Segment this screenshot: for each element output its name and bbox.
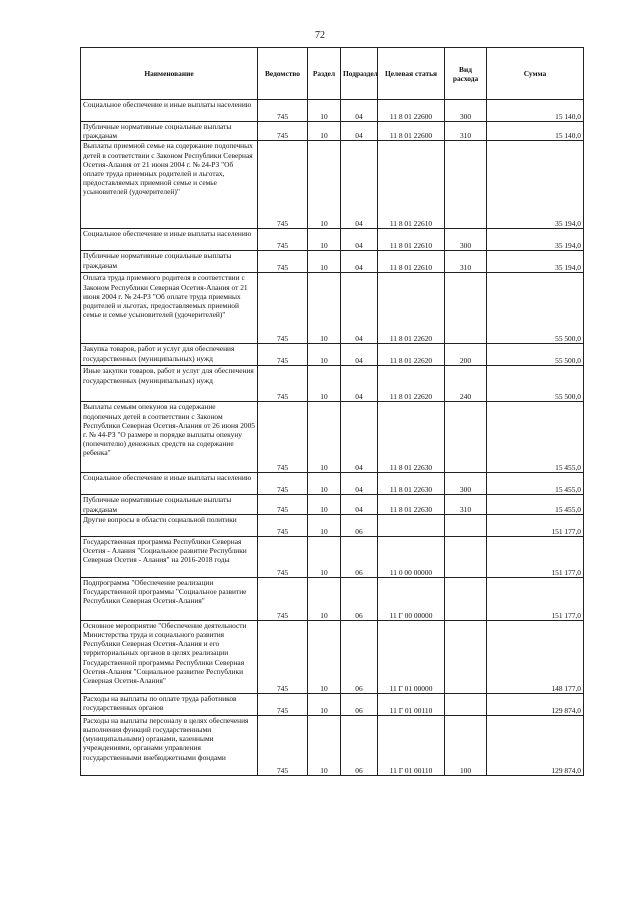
row-section: 10 <box>308 693 341 715</box>
row-exp-type <box>445 536 487 577</box>
row-target: 11 8 01 22600 <box>378 122 445 141</box>
table-row <box>81 229 584 251</box>
row-subsection: 06 <box>341 514 378 536</box>
row-subsection: 06 <box>341 620 378 693</box>
row-subsection: 04 <box>341 251 378 273</box>
row-subsection: 04 <box>341 273 378 344</box>
row-name: Публичные нормативные социальные выплаты гражданам <box>81 251 258 273</box>
row-subsection: 04 <box>341 495 378 514</box>
row-target: 11 8 01 22600 <box>378 100 445 122</box>
row-dept: 745 <box>258 473 308 495</box>
row-sum: 148 177,0 <box>487 620 584 693</box>
row-sum: 151 177,0 <box>487 514 584 536</box>
row-sum: 55 500,0 <box>487 273 584 344</box>
row-dept: 745 <box>258 344 308 366</box>
row-name: Другие вопросы в области социальной политики <box>81 514 258 536</box>
row-dept: 745 <box>258 122 308 141</box>
header-name: Наименование <box>81 48 258 100</box>
row-sum: 35 194,0 <box>487 251 584 273</box>
table-row <box>81 620 584 693</box>
row-subsection: 04 <box>341 122 378 141</box>
table-row <box>81 100 584 122</box>
header-dept: Ведомство <box>258 48 308 100</box>
row-dept: 745 <box>258 366 308 402</box>
row-subsection: 06 <box>341 536 378 577</box>
row-subsection: 06 <box>341 577 378 620</box>
row-exp-type: 100 <box>445 715 487 775</box>
row-subsection: 04 <box>341 141 378 229</box>
row-target: 11 Г 01 00110 <box>378 693 445 715</box>
row-name: Выплаты семьям опекунов на содержание подопечных детей в соответствии с Законом Республики Северная Осетия-Алания от 26 июня 2005 г. № 44-РЗ "О размере и порядке выплаты опекуну (попечителю) денежных средств на содержание ребенка" <box>81 402 258 473</box>
row-exp-type: 310 <box>445 495 487 514</box>
row-subsection: 04 <box>341 229 378 251</box>
row-exp-type: 300 <box>445 100 487 122</box>
row-dept: 745 <box>258 273 308 344</box>
row-exp-type: 300 <box>445 473 487 495</box>
row-section: 10 <box>308 122 341 141</box>
row-sum: 15 455,0 <box>487 473 584 495</box>
table-row <box>81 514 584 536</box>
table-row <box>81 122 584 141</box>
row-target: 11 8 01 22630 <box>378 402 445 473</box>
row-name: Государственная программа Республики Северная Осетия - Алания "Социальное развитие Республики Северная Осетия - Алания" на 2016-2018 годы <box>81 536 258 577</box>
row-dept: 745 <box>258 715 308 775</box>
row-name: Оплата труда приемного родителя в соответствии с Законом Республики Северная Осетия-Алания от 21 июня 2004 г. № 24-РЗ "Об оплате труда приемных родителей и льготах, предоставляемых приемной семье и семье усыновителей (удочерителей)" <box>81 273 258 344</box>
row-exp-type <box>445 577 487 620</box>
row-target: 11 Г 01 00110 <box>378 715 445 775</box>
header-sum: Сумма <box>487 48 584 100</box>
row-section: 10 <box>308 536 341 577</box>
row-exp-type: 240 <box>445 366 487 402</box>
row-exp-type <box>445 141 487 229</box>
row-sum: 35 194,0 <box>487 229 584 251</box>
row-name: Расходы на выплаты по оплате труда работников государственных органов <box>81 693 258 715</box>
row-subsection: 06 <box>341 693 378 715</box>
row-target: 11 Г 01 00000 <box>378 620 445 693</box>
table-row <box>81 344 584 366</box>
table-row <box>81 402 584 473</box>
row-name: Иные закупки товаров, работ и услуг для обеспечения государственных (муниципальных) нужд <box>81 366 258 402</box>
row-name: Социальное обеспечение и иные выплаты населению <box>81 473 258 495</box>
row-section: 10 <box>308 251 341 273</box>
row-subsection: 04 <box>341 344 378 366</box>
table-row <box>81 495 584 514</box>
row-sum: 129 874,0 <box>487 715 584 775</box>
table-row <box>81 536 584 577</box>
row-dept: 745 <box>258 100 308 122</box>
row-dept: 745 <box>258 229 308 251</box>
table-row <box>81 141 584 229</box>
row-dept: 745 <box>258 251 308 273</box>
page-number: 72 <box>315 30 325 41</box>
header-subsection: Подраздел <box>341 48 378 100</box>
row-target: 11 0 00 00000 <box>378 536 445 577</box>
row-exp-type <box>445 273 487 344</box>
row-name: Публичные нормативные социальные выплаты гражданам <box>81 122 258 141</box>
row-name: Социальное обеспечение и иные выплаты населению <box>81 100 258 122</box>
row-section: 10 <box>308 100 341 122</box>
row-dept: 745 <box>258 141 308 229</box>
row-target: 11 8 01 22610 <box>378 251 445 273</box>
row-sum: 151 177,0 <box>487 536 584 577</box>
row-target: 11 8 01 22630 <box>378 495 445 514</box>
row-name: Подпрограмма "Обеспечение реализации Государственной программы "Социальное развитие Республики Северная Осетия-Алания" <box>81 577 258 620</box>
row-section: 10 <box>308 495 341 514</box>
row-target: 11 8 01 22620 <box>378 273 445 344</box>
row-name: Закупка товаров, работ и услуг для обеспечения государственных (муниципальных) нужд <box>81 344 258 366</box>
row-sum: 15 140,0 <box>487 122 584 141</box>
row-target: 11 Г 00 00000 <box>378 577 445 620</box>
row-sum: 55 500,0 <box>487 344 584 366</box>
row-section: 10 <box>308 473 341 495</box>
row-section: 10 <box>308 229 341 251</box>
row-section: 10 <box>308 366 341 402</box>
table-row <box>81 473 584 495</box>
row-section: 10 <box>308 402 341 473</box>
table-row <box>81 273 584 344</box>
row-name: Основное мероприятие "Обеспечение деятельности Министерства труда и социального развития Республики Северная Осетия-Алания и его территориальных органов в целях реализации Государственной программы Республики Северная Осетия-Алания "Социальное развитие Республики Северная Осетия-Алания" <box>81 620 258 693</box>
row-target: 11 8 01 22610 <box>378 141 445 229</box>
row-exp-type <box>445 693 487 715</box>
row-name: Социальное обеспечение и иные выплаты населению <box>81 229 258 251</box>
table-row <box>81 577 584 620</box>
row-section: 10 <box>308 514 341 536</box>
row-subsection: 06 <box>341 715 378 775</box>
row-sum: 129 874,0 <box>487 693 584 715</box>
row-section: 10 <box>308 620 341 693</box>
row-name: Выплаты приемной семье на содержание подопечных детей в соответствии с Законом Республики Северная Осетия-Алания от 21 июня 2004 г. № 24-РЗ "Об оплате труда приемных родителей и льготах, предоставляемых приемной семье и семье усыновителей (удочерителей)" <box>81 141 258 229</box>
table-row <box>81 251 584 273</box>
row-exp-type: 300 <box>445 229 487 251</box>
header-exp-type: Вид расхода <box>445 48 487 100</box>
row-sum: 35 194,0 <box>487 141 584 229</box>
row-section: 10 <box>308 344 341 366</box>
row-target: 11 8 01 22630 <box>378 473 445 495</box>
table-row <box>81 715 584 775</box>
row-dept: 745 <box>258 495 308 514</box>
row-exp-type: 200 <box>445 344 487 366</box>
budget-table <box>80 47 584 776</box>
row-subsection: 04 <box>341 100 378 122</box>
row-name: Публичные нормативные социальные выплаты гражданам <box>81 495 258 514</box>
row-section: 10 <box>308 273 341 344</box>
row-section: 10 <box>308 141 341 229</box>
row-exp-type <box>445 402 487 473</box>
row-section: 10 <box>308 577 341 620</box>
row-sum: 55 500,0 <box>487 366 584 402</box>
row-subsection: 04 <box>341 366 378 402</box>
table-row <box>81 366 584 402</box>
row-dept: 745 <box>258 514 308 536</box>
row-dept: 745 <box>258 536 308 577</box>
row-dept: 745 <box>258 577 308 620</box>
row-sum: 151 177,0 <box>487 577 584 620</box>
row-target: 11 8 01 22620 <box>378 366 445 402</box>
row-sum: 15 455,0 <box>487 402 584 473</box>
row-subsection: 04 <box>341 473 378 495</box>
row-target <box>378 514 445 536</box>
row-sum: 15 455,0 <box>487 495 584 514</box>
row-target: 11 8 01 22620 <box>378 344 445 366</box>
row-exp-type <box>445 620 487 693</box>
table-row <box>81 693 584 715</box>
row-exp-type: 310 <box>445 122 487 141</box>
row-target: 11 8 01 22610 <box>378 229 445 251</box>
row-section: 10 <box>308 715 341 775</box>
header-target: Целевая статья <box>378 48 445 100</box>
row-subsection: 04 <box>341 402 378 473</box>
row-dept: 745 <box>258 693 308 715</box>
row-dept: 745 <box>258 620 308 693</box>
row-sum: 15 140,0 <box>487 100 584 122</box>
header-section: Раздел <box>308 48 341 100</box>
row-name: Расходы на выплаты персоналу в целях обеспечения выполнения функций государственными (муниципальными) органами, казенными учреждениями, органами управления государственными внебюджетными фондами <box>81 715 258 775</box>
table-header-row <box>81 48 584 100</box>
row-exp-type <box>445 514 487 536</box>
row-dept: 745 <box>258 402 308 473</box>
row-exp-type: 310 <box>445 251 487 273</box>
